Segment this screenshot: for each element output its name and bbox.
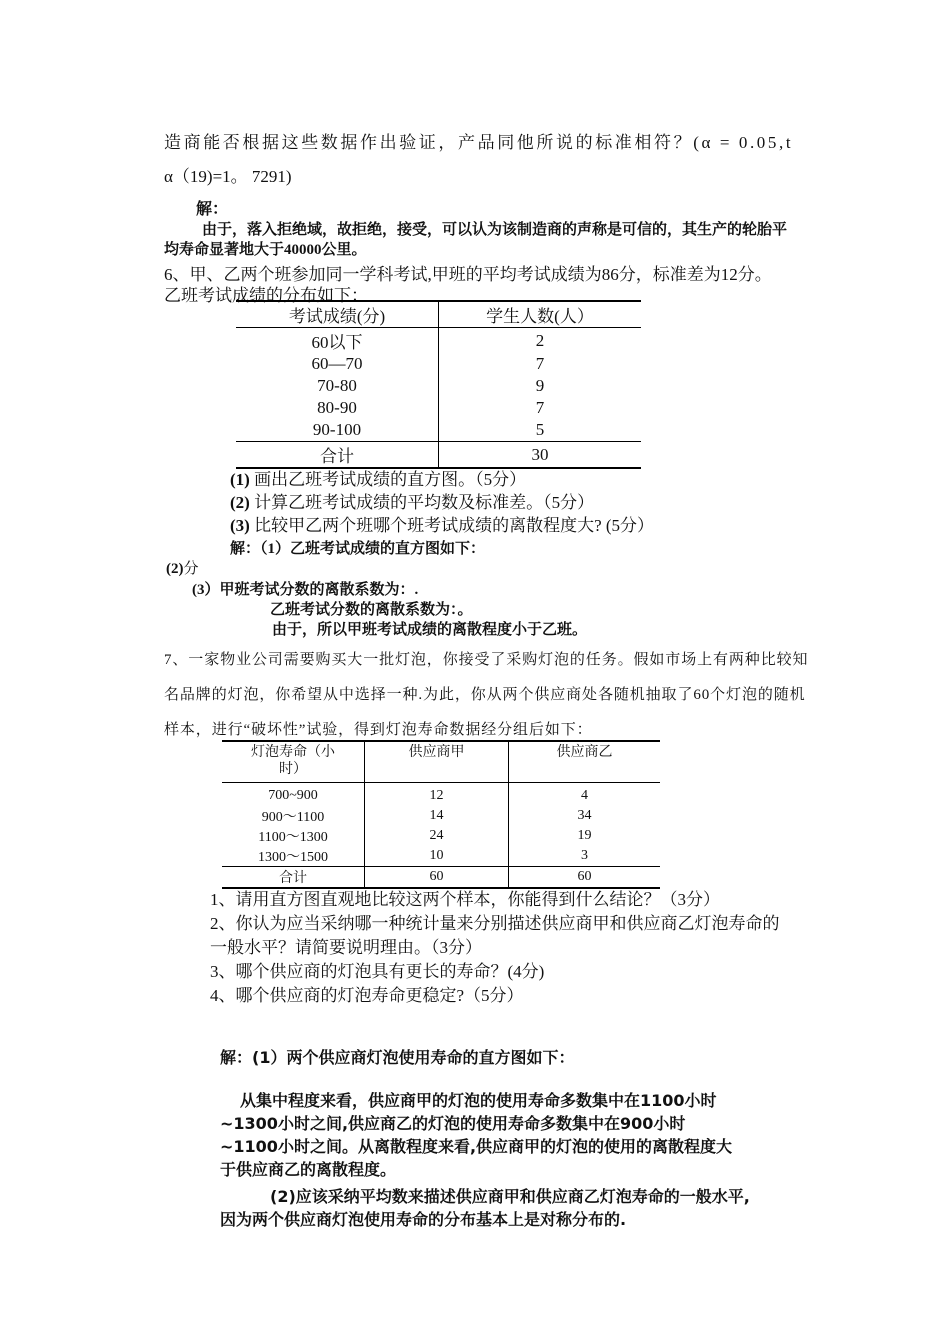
cell-score: 60以下	[236, 328, 439, 354]
q6-subquestion-1	[230, 465, 526, 490]
table-row	[236, 419, 641, 442]
cell-score: 60—70	[236, 353, 439, 375]
q5-answer-label: 解：	[196, 201, 229, 218]
header-lifetime	[222, 741, 365, 783]
q7-answer-line-1: 解：(1）两个供应商灯泡使用寿命的直方图如下：	[220, 1048, 575, 1067]
cell-score: 90-100	[236, 419, 439, 442]
q6-answer-line-5: 由于，所以甲班考试成绩的离散程度小于乙班。	[272, 622, 588, 638]
table-row	[222, 826, 660, 846]
cell-total-supplier-b: 60	[509, 867, 661, 889]
table-header-row	[236, 301, 641, 328]
q6-answer-line-3: (3）甲班考试分数的离散系数为：.	[192, 582, 419, 598]
table-row	[236, 375, 641, 397]
cell-supplier-a: 14	[365, 806, 509, 826]
cell-total-supplier-a: 60	[365, 867, 509, 889]
cell-lifetime: 700~900	[222, 783, 365, 807]
q6-answer-line-4: 乙班考试分数的离散系数为：。	[270, 602, 473, 618]
q5-answer-text-2: 均寿命显著地大于40000公里。	[164, 242, 367, 258]
cell-supplier-b: 34	[577, 808, 592, 823]
table-row	[236, 353, 641, 375]
q6-answer-line-2	[166, 557, 199, 578]
cell-total-value: 30	[439, 442, 642, 469]
q7-bulb-table	[222, 740, 660, 889]
cell-supplier-a: 24	[365, 826, 509, 846]
q7-answer-para1-line-2: ~1300小时之间,供应商乙的灯泡的使用寿命多数集中在900小时	[220, 1114, 686, 1133]
answer-number: (2)	[166, 561, 184, 577]
cell-supplier-b: 19	[577, 828, 592, 843]
cell-lifetime: 900～1100	[222, 806, 365, 826]
cell-lifetime: 1300～1500	[222, 846, 365, 867]
intro-line-1: 造商能否根据这些数据作出验证，产品同他所说的标准相符？(α = 0.05,t	[164, 133, 794, 152]
q6-subquestion-3	[230, 511, 654, 536]
q7-subquestion-2: 2、你认为应当采纳哪一种统计量来分别描述供应商甲和供应商乙灯泡寿命的	[210, 914, 780, 933]
cell-supplier-a: 12	[365, 783, 509, 807]
cell-total-label: 合计	[222, 867, 365, 889]
subquestion-number: (3)	[230, 516, 250, 535]
q6-subquestion-2	[230, 488, 594, 513]
cell-score: 80-90	[236, 397, 439, 419]
cell-supplier-b: 3	[581, 848, 588, 863]
cell-lifetime: 1100～1300	[222, 826, 365, 846]
q7-subquestion-2-cont: 一般水平？请简要说明理由。（3分）	[210, 938, 482, 957]
q7-subquestion-1: 1、请用直方图直观地比较这两个样本，你能得到什么结论？（3分）	[210, 890, 720, 909]
cell-total-label: 合计	[236, 442, 439, 469]
subquestion-number: (1)	[230, 470, 250, 489]
cell-score: 70-80	[236, 375, 439, 397]
cell-supplier-a: 10	[365, 846, 509, 867]
subquestion-text: 比较甲乙两个班哪个班考试成绩的离散程度大? (5分）	[254, 516, 655, 535]
q6-stem-1: 6、甲、乙两个班参加同一学科考试,甲班的平均考试成绩为86分，标准差为12分。	[164, 265, 772, 284]
subquestion-text: 画出乙班考试成绩的直方图。（5分）	[254, 470, 527, 489]
q6-stem-2: 乙班考试成绩的分布如下：	[164, 286, 368, 305]
table-header-row	[222, 741, 660, 783]
q7-stem-2: 名品牌的灯泡，你希望从中选择一种.为此，你从两个供应商处各随机抽取了60个灯泡的随机	[164, 687, 806, 703]
q7-answer-para2-line-1: (2)应该采纳平均数来描述供应商甲和供应商乙灯泡寿命的一般水平,	[270, 1187, 750, 1206]
cell-count: 2	[535, 330, 545, 350]
table-row	[236, 397, 641, 419]
q7-subquestion-4: 4、哪个供应商的灯泡寿命更稳定?（5分）	[210, 986, 524, 1005]
q7-stem-1: 7、一家物业公司需要购买大一批灯泡，你接受了采购灯泡的任务。假如市场上有两种比较知	[164, 652, 809, 668]
header-score: 考试成绩(分)	[236, 301, 439, 328]
cell-count: 7	[535, 354, 545, 373]
header-supplier-b: 供应商乙	[509, 741, 661, 783]
table-row	[222, 846, 660, 867]
cell-count: 9	[535, 376, 545, 395]
header-supplier-a: 供应商甲	[365, 741, 509, 783]
table-row	[222, 783, 660, 807]
table-row	[222, 806, 660, 826]
q7-answer-para1-line-4: 于供应商乙的离散程度。	[220, 1160, 397, 1179]
cell-supplier-b: 4	[581, 788, 588, 803]
table-row	[236, 328, 641, 354]
header-count: 学生人数(人）	[439, 301, 642, 328]
header-lifetime-line-1: 灯泡寿命（小	[251, 745, 335, 760]
cell-count: 7	[535, 398, 545, 417]
answer-text: 分	[183, 561, 199, 577]
subquestion-text: 计算乙班考试成绩的平均数及标准差。（5分）	[254, 493, 595, 512]
header-lifetime-line-2: 时）	[279, 762, 307, 777]
q6-score-table	[236, 300, 641, 469]
q7-answer-para1-line-1: 从集中程度来看，供应商甲的灯泡的使用寿命多数集中在1100小时	[240, 1091, 717, 1110]
q7-subquestion-3: 3、哪个供应商的灯泡具有更长的寿命？(4分)	[210, 962, 545, 981]
q7-answer-para2-line-2: 因为两个供应商灯泡使用寿命的分布基本上是对称分布的.	[220, 1210, 627, 1229]
q5-answer-text-1: 由于，落入拒绝域，故拒绝，接受，可以认为该制造商的声称是可信的，其生产的轮胎平	[202, 222, 788, 238]
q6-answer-line-1: 解：（1）乙班考试成绩的直方图如下：	[230, 541, 486, 557]
intro-line-2: α（19)=1。 7291)	[164, 167, 292, 186]
subquestion-number: (2)	[230, 493, 250, 512]
q7-stem-3: 样本，进行“破坏性”试验，得到灯泡寿命数据经分组后如下：	[164, 722, 593, 738]
q7-answer-para1-line-3: ~1100小时之间。从离散程度来看,供应商甲的灯泡的使用的离散程度大	[220, 1137, 733, 1156]
cell-count: 5	[535, 420, 545, 439]
